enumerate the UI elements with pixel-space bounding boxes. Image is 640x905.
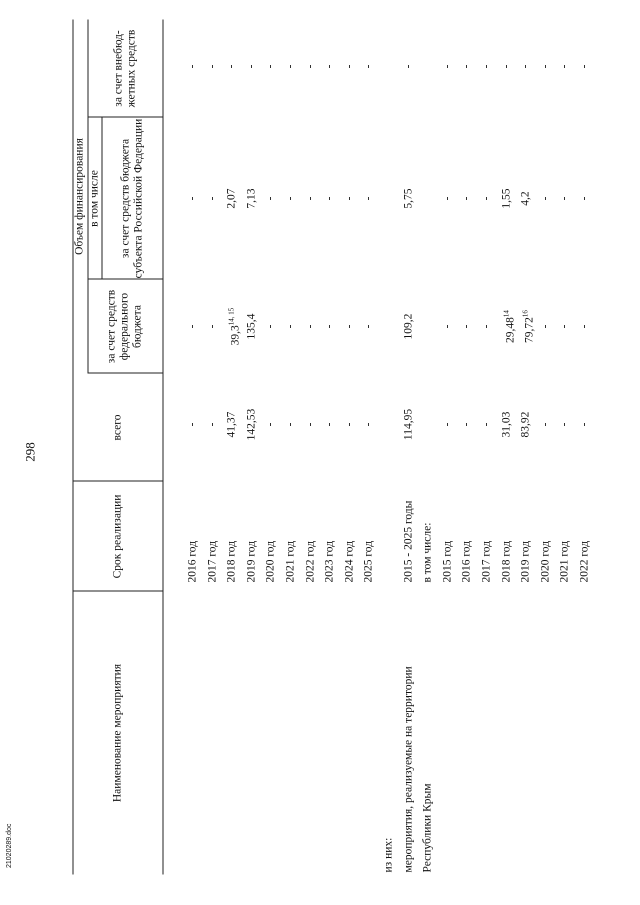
- row-total: -: [578, 422, 591, 427]
- footnote-ref: 14: [502, 310, 511, 318]
- row-period: 2020 год: [264, 540, 277, 583]
- row-extra: -: [245, 64, 258, 69]
- row-federal: -: [304, 324, 317, 329]
- row-total: -: [539, 422, 552, 427]
- row-federal: -: [460, 324, 473, 329]
- row-regional: 1,55: [500, 188, 513, 209]
- row-name: Республики Крым: [421, 783, 434, 873]
- row-regional: 7,13: [245, 188, 258, 209]
- row-federal: -: [578, 324, 591, 329]
- row-period: 2019 год: [519, 540, 532, 583]
- row-federal: -: [480, 324, 493, 329]
- row-extra: -: [500, 64, 513, 69]
- row-period: 2017 год: [480, 540, 493, 583]
- row-regional: 5,75: [402, 188, 415, 209]
- row-period: 2021 год: [284, 540, 297, 583]
- row-regional: -: [304, 196, 317, 201]
- row-regional: -: [206, 196, 219, 201]
- row-extra: -: [402, 64, 415, 69]
- row-period: 2015 - 2025 годы: [402, 500, 415, 583]
- row-extra: -: [362, 64, 375, 69]
- row-regional: 2,07: [225, 188, 238, 209]
- header-total: всего: [111, 414, 123, 441]
- row-total: -: [480, 422, 493, 427]
- row-period: 2022 год: [578, 540, 591, 583]
- row-extra: -: [519, 64, 532, 69]
- row-federal: -: [284, 324, 297, 329]
- row-regional: -: [441, 196, 454, 201]
- row-total: 41,37: [225, 411, 238, 438]
- row-total: -: [186, 422, 199, 427]
- row-period: 2021 год: [558, 540, 571, 583]
- row-regional: -: [264, 196, 277, 201]
- row-period: в том числе:: [421, 522, 434, 583]
- header-bottom-rule: [163, 20, 164, 875]
- row-total: 31,03: [500, 411, 513, 438]
- row-total: -: [264, 422, 277, 427]
- row-extra: -: [539, 64, 552, 69]
- row-regional: -: [480, 196, 493, 201]
- row-period: 2018 год: [225, 540, 238, 583]
- row-extra: -: [460, 64, 473, 69]
- row-total: 114,95: [402, 408, 415, 441]
- header-federal: за счет средств федерального бюджета: [105, 289, 144, 364]
- row-total: -: [284, 422, 297, 427]
- row-total: -: [323, 422, 336, 427]
- row-period: 2015 год: [441, 540, 454, 583]
- row-period: 2020 год: [539, 540, 552, 583]
- row-regional: -: [578, 196, 591, 201]
- row-total: -: [206, 422, 219, 427]
- row-period: 2019 год: [245, 540, 258, 583]
- row-federal: -: [362, 324, 375, 329]
- row-federal: 79,72$^{16}$: [521, 310, 536, 343]
- footnote-ref: 14, 15: [227, 307, 236, 326]
- row-regional: -: [343, 196, 356, 201]
- row-federal: -: [323, 324, 336, 329]
- row-period: 2022 год: [304, 540, 317, 583]
- row-period: 2018 год: [500, 540, 513, 583]
- page-number: 298: [22, 442, 38, 462]
- footnote-ref: 16: [521, 310, 530, 318]
- row-extra: -: [578, 64, 591, 69]
- header-including: в том числе: [88, 170, 100, 227]
- row-total: -: [460, 422, 473, 427]
- row-name: из них:: [382, 837, 395, 873]
- row-name: мероприятия, реализуемые на территории: [402, 666, 415, 873]
- row-regional: -: [284, 196, 297, 201]
- row-period: 2025 год: [362, 540, 375, 583]
- row-extra: -: [343, 64, 356, 69]
- row-federal: 135,4: [245, 313, 258, 340]
- row-regional: -: [539, 196, 552, 201]
- row-total: -: [441, 422, 454, 427]
- row-federal: 29,48$^{14}$: [502, 310, 517, 343]
- row-total: 83,92: [519, 411, 532, 438]
- header-regional: за счет средств бюджета субъекта Российской Федерации: [119, 118, 144, 279]
- row-extra: -: [441, 64, 454, 69]
- row-total: -: [558, 422, 571, 427]
- rotated-page: [1, 0, 640, 905]
- row-total: -: [304, 422, 317, 427]
- row-extra: -: [264, 64, 277, 69]
- row-period: 2023 год: [323, 540, 336, 583]
- row-total: -: [362, 422, 375, 427]
- row-federal: -: [264, 324, 277, 329]
- row-extra: -: [206, 64, 219, 69]
- row-extra: -: [225, 64, 238, 69]
- row-period: 2024 год: [343, 540, 356, 583]
- row-extra: -: [186, 64, 199, 69]
- row-extra: -: [304, 64, 317, 69]
- row-extra: -: [323, 64, 336, 69]
- row-federal: -: [206, 324, 219, 329]
- row-total: 142,53: [245, 408, 258, 441]
- row-regional: -: [323, 196, 336, 201]
- row-federal: 109,2: [402, 313, 415, 340]
- row-regional: -: [558, 196, 571, 201]
- row-federal: -: [343, 324, 356, 329]
- header-period: Срок реализации: [111, 494, 123, 579]
- row-federal: -: [186, 324, 199, 329]
- row-period: 2016 год: [460, 540, 473, 583]
- row-regional: -: [362, 196, 375, 201]
- header-funding: Объем финансирования: [73, 138, 86, 255]
- row-period: 2017 год: [206, 540, 219, 583]
- row-federal: -: [441, 324, 454, 329]
- header-extra: за счет внебюд-жетных средств: [112, 29, 137, 108]
- row-federal: -: [539, 324, 552, 329]
- header-name: Наименование мероприятия: [111, 663, 123, 803]
- row-total: -: [343, 422, 356, 427]
- row-period: 2016 год: [186, 540, 199, 583]
- row-federal: 39,3$^{14, 15}$: [227, 307, 242, 346]
- row-extra: -: [284, 64, 297, 69]
- row-regional: -: [460, 196, 473, 201]
- footer-code: 21020289.doc: [6, 823, 13, 868]
- row-extra: -: [558, 64, 571, 69]
- row-federal: -: [558, 324, 571, 329]
- row-extra: -: [480, 64, 493, 69]
- row-regional: -: [186, 196, 199, 201]
- row-regional: 4,2: [519, 191, 532, 206]
